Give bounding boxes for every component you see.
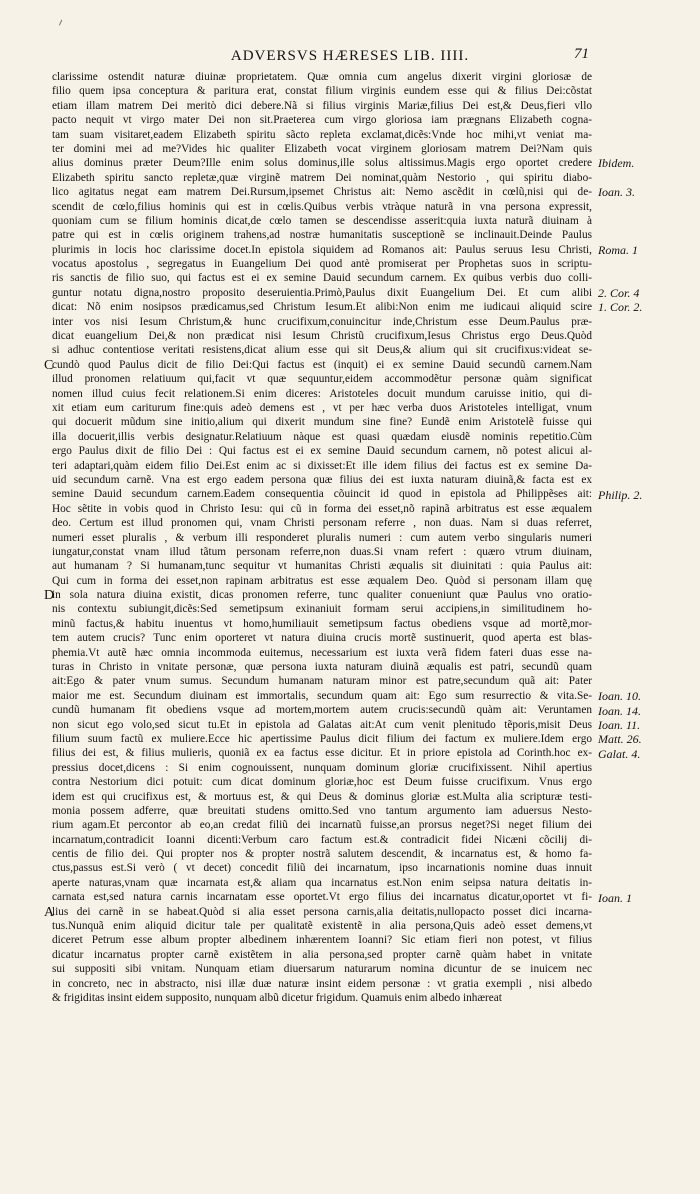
text-line: clarissime ostendit naturæ diuinæ proprietatem. Quæ omnia cum angelus dixerit virgini gloriosæ de	[52, 71, 592, 83]
page-number: 71	[574, 46, 589, 62]
text-line: maior me est. Secundum diuinam est immortalis, secundum quam ait: Ego sum resurrectio & vita.Se-	[52, 689, 592, 702]
text-line: ter domini mei ad me?Vides hic qualiter Elizabeth vocat virginem gloriosam matrem Dei?Nam quis	[52, 142, 592, 155]
text-line: etiam illam matrem Dei meritò dici debere.Nã si filius virginis Mariæ,filius Dei est,& Deus,fieri vllo	[52, 99, 592, 112]
text-line: tam suam visitaret,eadem Elizabeth spiritu sãcto repleta exclamat,dicẽs:Vnde hoc mihi,vt veniat ma-	[52, 128, 592, 141]
text-line: teri adaptari,quàm eidem filio Dei.Est enim ac si dixisset:Et ille idem filius dei factus est ex semine Da-	[52, 459, 592, 472]
text-line: ait:Ego & pater vnum sumus. Secundum humanam naturam minor est patre,secundum quã ait: Pater	[52, 675, 592, 688]
side-reference: Roma. 1	[598, 242, 638, 257]
text-line: diceret Petrum esse album propter albedinem inhærentem Ioanni? Sic etiam fieri non potest, vt filius	[52, 934, 592, 947]
text-line: lico agitatus negat eam matrem Dei.Rursum,ipsemet Christus ait: Nemo ascẽdit in cœlũ,nisi qui de-	[52, 186, 592, 199]
text-line: ergo Paulus dixit de filio Dei : Qui factus est ei ex semine Dauid secundum carnem, nõ potest alicui al-	[52, 445, 592, 458]
text-line: rium agam.Et percontor ab eo,an credat filiũ dei incarnatũ fuisse,an prorsus neget?Si neget filium dei	[52, 819, 592, 832]
text-line: guntur notatu digna,nostro proposito deseruientia.Primò,Paulus dixit Euangelium Dei. Et cum alibi	[52, 286, 592, 299]
side-reference: 1. Cor. 2.	[598, 300, 643, 315]
text-line: xit etiam eum cariturum fine:quis adeò demens est , vt per hæc verba duos Aristoteles intelligat, vnum	[52, 401, 592, 414]
text-line: vocatus apostolus , segregatus in Euangelium Dei quod antè promiserat per Prophetas suos in scriptu-	[52, 258, 592, 271]
text-line: carnata est,sed natura carnis incarnatam esse oportet.Vt ergo filius dei incarnatus dicatur,oportet vt fi-	[52, 891, 592, 904]
side-reference: Ioan. 10.	[598, 689, 641, 704]
text-line: numeri esset pluralis , & verbum illi responderet pluralis numeri : cum autem verbo singularis numeri	[52, 531, 592, 544]
text-line: deo. Certum est illud pronomen qui, vnam Christi personam referre , non duas. Nam si duas referret,	[52, 517, 592, 530]
side-reference: Philip. 2.	[598, 487, 643, 502]
side-reference: 2. Cor. 4	[598, 286, 640, 300]
text-line: Hoc sẽtite in vobis quod in Christo Iesu: qui cũ in forma dei esset,nõ rapinã arbitratus est esse æqualem	[52, 502, 592, 515]
text-line: contra Nestorium dici potuit: cum dicat dominum gloriæ,hoc est Deum fuisse crucifixum. Vnus ergo	[52, 776, 592, 789]
side-reference: Ioan. 1	[598, 890, 632, 905]
margin-letter-a: A	[44, 905, 55, 921]
text-line: inter vos nisi Iesum Christum,& hunc crucifixum,conuincitur inde,Christum esse Deum.Paulus præ-	[52, 315, 592, 328]
text-line: aperte naturas,vnam quæ incarnata est,& aliam qua incarnatus est.Non enim seipsa natura deitatis in-	[52, 876, 592, 889]
text-line: non sicut ego volo,sed sicut tu.Et in epistola ad Galatas ait:At cum venit plenitudo tẽporis,misit Deus	[52, 718, 592, 731]
text-line: cundũ humanam fit obediens vsque ad mortem,mortem autem crucis:secundũ quàm ait: Veruntamen	[52, 704, 592, 717]
text-line: quoniam cum se filium hominis dicat,de cœlo tamen se descendisse asserit:quia iuxta naturã diuinam à	[52, 214, 592, 227]
side-reference: Ibidem.	[598, 156, 635, 171]
text-line: nis contextu subiungit,dicẽs:Sed semetipsum exinaniuit formam serui accipiens,in similitudinem ho-	[52, 603, 592, 616]
text-line: tus.Nunquã enim aliquid dicitur tale per qualitatẽ existentẽ in alia persona,Quis adeò esset demens,vt	[52, 920, 592, 933]
margin-letter-d: D	[44, 588, 55, 604]
side-reference: Ioan. 3.	[598, 185, 635, 200]
text-line: in concreto, nec in abstracto, nisi illæ duæ naturæ insint eidem personæ : vt gratia exempli , nisi albedo	[52, 977, 592, 990]
text-line: si adhuc contentiose veritati resistens,dicat alium esse qui sit Deus,& alium qui sit crucifixus:videat se-	[52, 344, 592, 357]
side-reference: Galat. 4.	[598, 746, 641, 761]
text-line: dicat euangelium Dei,& non prædicat nisi Iesum Christũ crucifixum,Iesus Christus ergo Deus.Quòd	[52, 330, 592, 343]
text-line: pressius docet,dicens : Si enim cognouissent, nunquam dominum gloriæ crucifixissent. Nihil apertius	[52, 761, 592, 774]
text-line: illud pronomen relatiuum qui,facit vt quæ sequuntur,eidem accommodẽtur personæ quàm significat	[52, 373, 592, 386]
text-line: filium suum factũ ex muliere.Ecce hic apertissime Paulus dicit filium dei factum ex muliere.Idem ergo	[52, 732, 592, 745]
text-line: pacto nequit vt virgo mater Dei non sit.Praeterea cum virgo gloriosa iam prægnans Elizabeth cogna-	[52, 114, 592, 127]
text-line: idem est qui crucifixus est, & mortuus est, & qui Deus & dominus gloriæ est.Multa alia scripturæ testi-	[52, 790, 592, 803]
text-line: nomen illud cuius fecit relationem.Si enim diceres: Aristoteles docuit mundum caruisse initio, qui di-	[52, 387, 592, 400]
text-line: illa docuerit,illis verbis designatur.Relatiuum nàque est quasi quædam eiusdẽ nominis repetitio.Cùm	[52, 430, 592, 443]
text-line: cundò quod Paulus dicit de filio Dei:Qui factus est (inquit) ei ex semine Dauid secundũ carnem.Nam	[52, 358, 592, 371]
text-line: incarnatum,contradicit Ioanni dicenti:Verbum caro factum est.& contradicit fidei Nicæni cõcilij di-	[52, 833, 592, 846]
side-reference: Ioan. 11.	[598, 718, 641, 732]
side-reference: Ioan. 14.	[598, 703, 641, 718]
text-line: monia possem adferre, quæ breuitati studens omitto.Sed vno tantum argumento iam aduersus Nesto-	[52, 804, 592, 817]
text-line: phemia.Vt autẽ hæc omnia incommoda euitemus, necessarium est iuxta verã fidem fateri duas esse na-	[52, 646, 592, 659]
text-line: scendit de cœlo,filius hominis qui est in cœlis.Quibus verbis vtràque naturã in vna persona expressit,	[52, 200, 592, 213]
text-line: uid secundum carnẽ. Vna est ergo eadem persona quæ filius dei est iuxta naturam diuinã,& facta est ex	[52, 473, 592, 486]
text-line: minũ factus,& habitu inuentus vt homo,humiliauit semetipsum factus obediens vsque ad mortẽ,mor-	[52, 617, 592, 630]
text-line: tem autem crucis? Tunc enim oporteret vt natura diuina crucis mortẽ sustinuerit, quod aperta est blas-	[52, 632, 592, 645]
text-line: iungatur,constat vnam illud tãtum personam referre,non duas.Si vnam refert : quæro vtrum diuinam,	[52, 545, 592, 558]
side-reference: Matt. 26.	[598, 732, 642, 747]
text-line: semine Dauid secundum carnem.Eadem consequentia cõuincit id quod in epistola ad Philippẽses ait:	[52, 488, 592, 501]
ink-mark	[59, 20, 64, 27]
text-line: ris sanctis de filio suo, qui factus est ei ex semine Dauid secundum carnem. Ex quibus verbis duo colli-	[52, 272, 592, 285]
text-line: patre qui est in cœlis originem trahens,ad nostræ humanitatis susceptionẽ se inclinauit.Deinde Paulus	[52, 229, 592, 242]
body-text	[52, 70, 592, 1005]
text-line: filius dei est, & filius mulieris, quoniã ex ea factus esse dicitur. Et in priore epistola ad Corinth.hoc ex-	[52, 747, 592, 760]
running-title: ADVERSVS HÆRESES LIB. IIII.	[230, 48, 470, 64]
margin-letter-c: C	[44, 358, 54, 373]
text-line: sui suppositi sibi vnitam. Nunquam etiam diuersarum naturarum nomina dicuntur de se inuicem nec	[52, 963, 592, 976]
text-line: filio quem ipsa conceptura & paritura erat, constat filium virginis eundem esse qui & filius Dei:cõstat	[52, 85, 592, 98]
text-line: & frigiditas insint eidem supposito, nunquam albũ dicetur frigidum. Quamuis enim albedo inhæreat	[52, 992, 502, 1004]
text-line: aut humanam ? Si humanam,tunc sequitur vt humanitas Christi æqualis sit diuinitati : quia Paulus ait:	[52, 560, 592, 573]
text-line: plurimis in locis hoc clarissime docet.In epistola siquidem ad Romanos ait: Paulus seruus Iesu Christi,	[52, 243, 592, 256]
text-line: dicatur incarnatus propter carnẽ existẽtem in alia persona,sed propter carnẽ quàm habet in vnitate	[52, 948, 592, 961]
text-line: Elizabeth spiritu sancto repletæ,quæ virginẽ matrem Dei nominat,quàm Nestorio , qui spiritu diabo-	[52, 171, 592, 184]
text-line: qui docuerit mũdum sine initio,alium qui dixerit mundum sine fine? Eundẽ enim Aristotelẽ fuisse qui	[52, 416, 592, 429]
text-line: turas in Christo in vnitate personæ, quæ persona iuxta naturam diuinã æqualis est patri, secundũ quam	[52, 661, 592, 674]
text-line: dicat: Nõ enim nosipsos prædicamus,sed Christum Iesum.Et alibi:Non enim me iudicaui aliquid scire	[52, 301, 592, 314]
text-line: alius dominus præter Deum?Ille enim solus dominus,ille solus altissimus.Magis ergo oportet credere	[52, 157, 592, 170]
text-line: lius dei carnẽ in se habeat.Quòd si alia esset persona carnis,alia deitatis,nullopacto posset dici incarna-	[52, 905, 592, 918]
text-line: ctus,passus est.Si verò ( vt decet) concedit filiũ dei incarnatum, ipso incarnationis nomine duas innuit	[52, 862, 592, 875]
text-line: centis de filio dei. Qui propter nos & propter nostrã salutem descendit, & incarnatus est, & homo fa-	[52, 848, 592, 861]
text-line: Qui cum in forma dei esset,non rapinam arbitratus est esse æqualem Deo. Quòd si personam illam quę	[52, 574, 592, 587]
text-line: in sola natura diuina existit, dicas pronomen referre, tunc qualiter conueniunt quæ Paulus vno oratio-	[52, 589, 592, 602]
